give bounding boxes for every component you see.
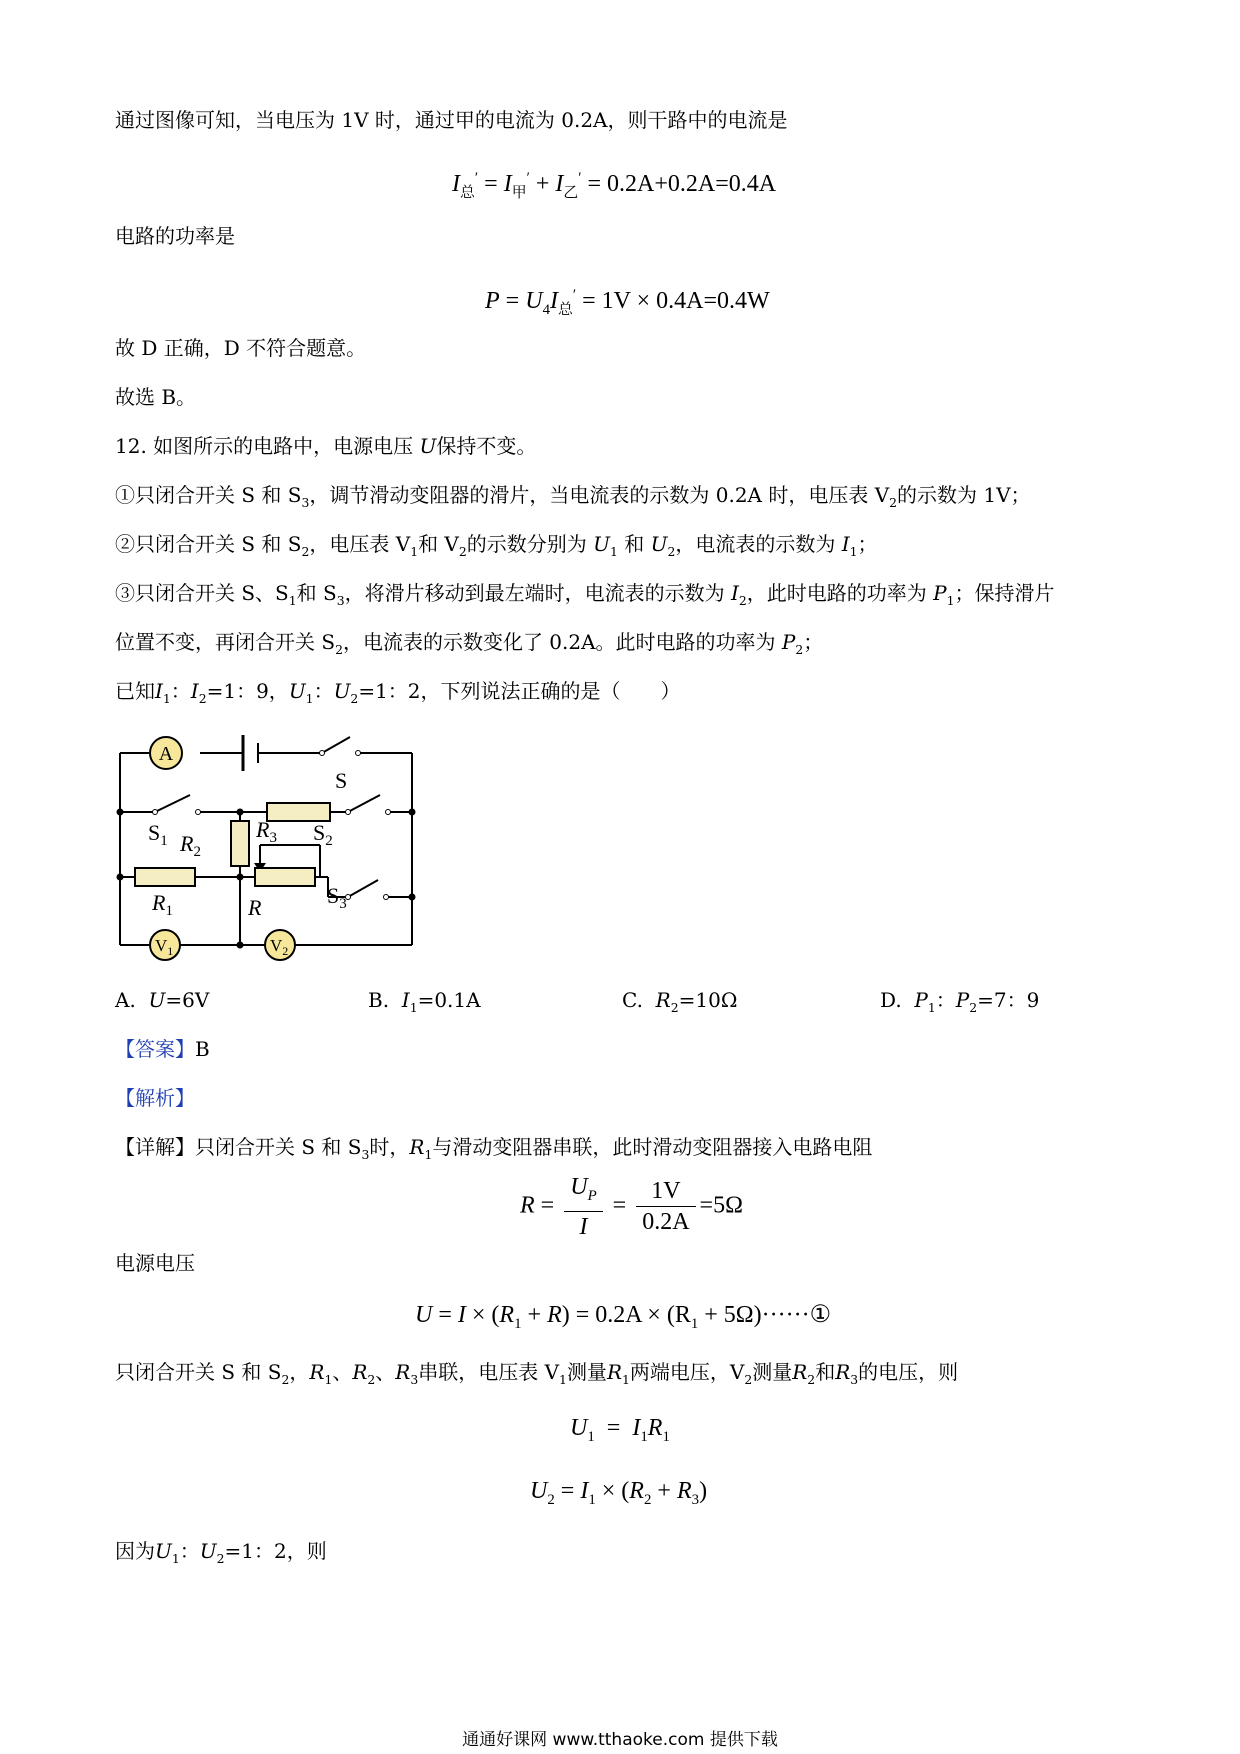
option-a: A. U=6V xyxy=(115,988,210,1012)
condition-1: ①只闭合开关 S 和 $S_3$，调节滑动变阻器的滑片，当电流表的示数为 0.2A 时，电压表 $V_2$的示数为 1V； xyxy=(115,483,1031,510)
rheostat-label: R xyxy=(248,895,262,920)
given-ratios: 已知$I_1$：$I_2=1$：9，$U_1$：$U_2=1$：2，下列说法正确的是（ ） xyxy=(115,679,681,706)
r3-label: $R_3$ xyxy=(256,817,277,846)
switch-s2-label: $S_2$ xyxy=(313,820,333,849)
equation-total-current: $I_总' = I_甲' + I_乙' = 0.2A+0.2A=0.4A$ xyxy=(452,170,777,201)
circuit-diagram xyxy=(110,725,425,970)
v2-label: $V_2$ xyxy=(270,936,289,958)
option-b: B. $I_1=0.1A$ xyxy=(368,988,481,1015)
r1-label: $R_1$ xyxy=(152,890,173,919)
text-line: 故选 B。 xyxy=(115,385,197,409)
r2-label: $R_2$ xyxy=(180,831,201,860)
detail-line: 【详解】只闭合开关 S 和 $S_3$时，$R_1$与滑动变阻器串联，此时滑动变阻器接入电路电阻 xyxy=(115,1135,873,1162)
series-line: 只闭合开关 S 和 $S_2$，$R_1$、$R_2$、$R_3$串联，电压表 $V_1$测量$R_1$两端电压，$V_2$测量$R_2$和$R_3$的电压，则 xyxy=(115,1360,959,1387)
condition-3: ③只闭合开关 S、$S_1$和 $S_3$，将滑片移动到最左端时，电流表的示数为 $I_2$，此时电路的功率为 $P_1$；保持滑片 xyxy=(115,581,1055,608)
page-footer: 通通好课网 www.tthaoke.com 提供下载 xyxy=(462,1730,778,1750)
question-stem: 12. 如图所示的电路中，电源电压 U保持不变。 xyxy=(115,434,537,458)
equation-supply-voltage: $U = I \times (R_1 + R) = 0.2A \times (R_1$ + 5Ω)······① xyxy=(415,1302,832,1332)
resistor-r3 xyxy=(267,803,330,821)
equation-u2: $U_2 = I_1 \times (R_2 + R_3)$ xyxy=(530,1478,708,1508)
equation-power: $P = U_4I_总' = 1V \times 0.4A=0.4W$ xyxy=(485,287,770,318)
text-line: 电源电压 xyxy=(115,1251,195,1275)
condition-2: ②只闭合开关 S 和 $S_2$，电压表 $V_1$和 $V_2$的示数分别为 $U_1$ 和 $U_2$，电流表的示数为 $I_1$； xyxy=(115,532,878,559)
condition-3-cont: 位置不变，再闭合开关 $S_2$，电流表的示数变化了 0.2A。此时电路的功率为 $P_2$； xyxy=(115,630,824,657)
option-c: C. $R_2=10\Omega$ xyxy=(622,988,738,1015)
because-line: 因为$U_1$：$U_2=1$：2，则 xyxy=(115,1539,327,1566)
v1-label: $V_1$ xyxy=(155,936,174,958)
switch-s-label: S xyxy=(335,768,348,793)
resistor-r1 xyxy=(135,868,195,886)
switch-s3-label: $S_3$ xyxy=(327,883,347,912)
switch-s1-label: $S_1$ xyxy=(148,820,168,849)
text-line: 电路的功率是 xyxy=(115,224,235,248)
text-line: 故 D 正确，D 不符合题意。 xyxy=(115,336,367,360)
ammeter-label: A xyxy=(158,743,174,765)
answer-line: 【答案】B xyxy=(115,1037,210,1061)
resistor-r2 xyxy=(231,821,249,866)
analysis-heading: 【解析】 xyxy=(115,1086,195,1110)
equation-u1: $U_1 = I_1R_1$ xyxy=(570,1415,670,1445)
option-d: D. $P_1$：$P_2=7$：9 xyxy=(880,988,1040,1015)
equation-resistance: R = $\frac{U_P}{I}$ = $\frac{1V}{0.2A}$ =5Ω xyxy=(520,1174,743,1240)
rheostat-r xyxy=(255,868,315,886)
text-line: 通过图像可知，当电压为 1V 时，通过甲的电流为 0.2A，则干路中的电流是 xyxy=(115,108,788,132)
